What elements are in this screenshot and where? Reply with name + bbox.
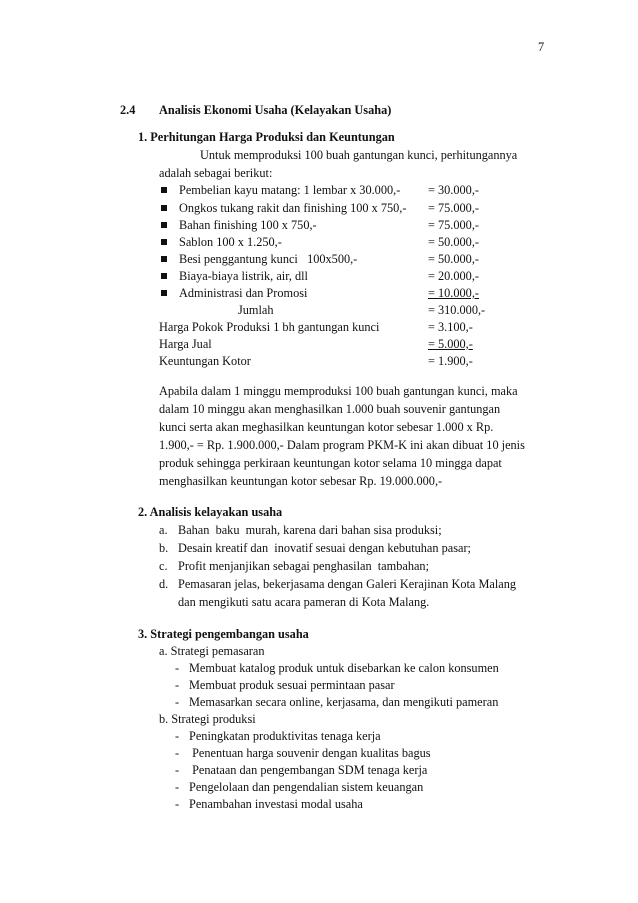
bullet-icon bbox=[161, 205, 167, 211]
list-marker: b. bbox=[159, 541, 169, 555]
dash-marker: - bbox=[175, 780, 180, 794]
intro-line-1: Untuk memproduksi 100 buah gantungan kunci, perhitungannya bbox=[200, 148, 518, 162]
subsection-3-heading: 3. Strategi pengembangan usaha bbox=[138, 627, 309, 641]
intro-line-2: adalah sebagai berikut: bbox=[159, 166, 273, 180]
paragraph-line: dalam 10 minggu akan menghasilkan 1.000 buah souvenir gantungan bbox=[159, 402, 501, 416]
dash-marker: - bbox=[175, 729, 180, 743]
list-item: Memasarkan secara online, kerjasama, dan mengikuti pameran bbox=[189, 695, 499, 709]
subsection-2-heading: 2. Analisis kelayakan usaha bbox=[138, 505, 283, 519]
cost-item-value: = 20.000,- bbox=[428, 269, 479, 283]
marketing-strategy-title: a. Strategi pemasaran bbox=[159, 644, 265, 658]
cost-item-value: = 50.000,- bbox=[428, 235, 479, 249]
bullet-icon bbox=[161, 256, 167, 262]
dash-marker: - bbox=[175, 797, 180, 811]
subsection-1-heading: 1. Perhitungan Harga Produksi dan Keuntungan bbox=[138, 130, 395, 144]
hpp-label: Harga Pokok Produksi 1 bh gantungan kunci bbox=[159, 320, 380, 334]
profit-label: Keuntungan Kotor bbox=[159, 354, 251, 368]
bullet-icon bbox=[161, 273, 167, 279]
cost-item-label: Sablon 100 x 1.250,- bbox=[179, 235, 282, 249]
section-number: 2.4 bbox=[120, 103, 136, 117]
list-item: Penambahan investasi modal usaha bbox=[189, 797, 363, 811]
cost-item-value: = 50.000,- bbox=[428, 252, 479, 266]
page-number: 7 bbox=[538, 40, 545, 54]
dash-marker: - bbox=[175, 678, 180, 692]
cost-item-value: = 30.000,- bbox=[428, 183, 479, 197]
cost-item-label: Biaya-biaya listrik, air, dll bbox=[179, 269, 308, 283]
list-item: Desain kreatif dan inovatif sesuai dengan kebutuhan pasar; bbox=[178, 541, 471, 555]
list-item: Pengelolaan dan pengendalian sistem keuangan bbox=[189, 780, 424, 794]
list-marker: c. bbox=[159, 559, 168, 573]
cost-item-label: Bahan finishing 100 x 750,- bbox=[179, 218, 317, 232]
hpp-value: = 3.100,- bbox=[428, 320, 473, 334]
paragraph-line: 1.900,- = Rp. 1.900.000,- Dalam program PKM-K ini akan dibuat 10 jenis bbox=[159, 438, 525, 452]
paragraph-line: produk sehingga perkiraan keuntungan kotor selama 10 mingga dapat bbox=[159, 456, 502, 470]
cost-item-label: Administrasi dan Promosi bbox=[179, 286, 308, 300]
list-marker: a. bbox=[159, 523, 168, 537]
dash-marker: - bbox=[175, 661, 180, 675]
list-item: Pemasaran jelas, bekerjasama dengan Galeri Kerajinan Kota Malang bbox=[178, 577, 517, 591]
list-item: Penentuan harga souvenir dengan kualitas bagus bbox=[189, 746, 431, 760]
total-value: = 310.000,- bbox=[428, 303, 486, 317]
bullet-icon bbox=[161, 290, 167, 296]
production-strategy-title: b. Strategi produksi bbox=[159, 712, 256, 726]
section-title: Analisis Ekonomi Usaha (Kelayakan Usaha) bbox=[159, 103, 392, 117]
paragraph-line: Apabila dalam 1 minggu memproduksi 100 buah gantungan kunci, maka bbox=[159, 384, 518, 398]
list-item: Membuat katalog produk untuk disebarkan ke calon konsumen bbox=[189, 661, 499, 675]
cost-item-value: = 75.000,- bbox=[428, 201, 479, 215]
dash-marker: - bbox=[175, 746, 180, 760]
list-item-continuation: dan mengikuti satu acara pameran di Kota Malang. bbox=[178, 595, 430, 609]
cost-item-value: = 10.000,- bbox=[428, 286, 479, 300]
cost-item-value: = 75.000,- bbox=[428, 218, 479, 232]
list-item: Peningkatan produktivitas tenaga kerja bbox=[189, 729, 381, 743]
list-marker: d. bbox=[159, 577, 169, 591]
total-label: Jumlah bbox=[238, 303, 274, 317]
list-item: Profit menjanjikan sebagai penghasilan tambahan; bbox=[178, 559, 429, 573]
cost-item-label: Besi penggantung kunci 100x500,- bbox=[179, 252, 358, 266]
cost-item-label: Pembelian kayu matang: 1 lembar x 30.000,- bbox=[179, 183, 401, 197]
bullet-icon bbox=[161, 239, 167, 245]
dash-marker: - bbox=[175, 763, 180, 777]
list-item: Bahan baku murah, karena dari bahan sisa produksi; bbox=[178, 523, 442, 537]
price-label: Harga Jual bbox=[159, 337, 212, 351]
list-item: Penataan dan pengembangan SDM tenaga kerja bbox=[189, 763, 428, 777]
dash-marker: - bbox=[175, 695, 180, 709]
profit-value: = 1.900,- bbox=[428, 354, 473, 368]
list-item: Membuat produk sesuai permintaan pasar bbox=[189, 678, 395, 692]
bullet-icon bbox=[161, 187, 167, 193]
paragraph-line: kunci serta akan meghasilkan keuntungan kotor sebesar 1.000 x Rp. bbox=[159, 420, 494, 434]
bullet-icon bbox=[161, 222, 167, 228]
cost-item-label: Ongkos tukang rakit dan finishing 100 x 750,- bbox=[179, 201, 407, 215]
paragraph-line: menghasilkan keuntungan kotor sebesar Rp. 19.000.000,- bbox=[159, 474, 443, 488]
price-value: = 5.000,- bbox=[428, 337, 473, 351]
